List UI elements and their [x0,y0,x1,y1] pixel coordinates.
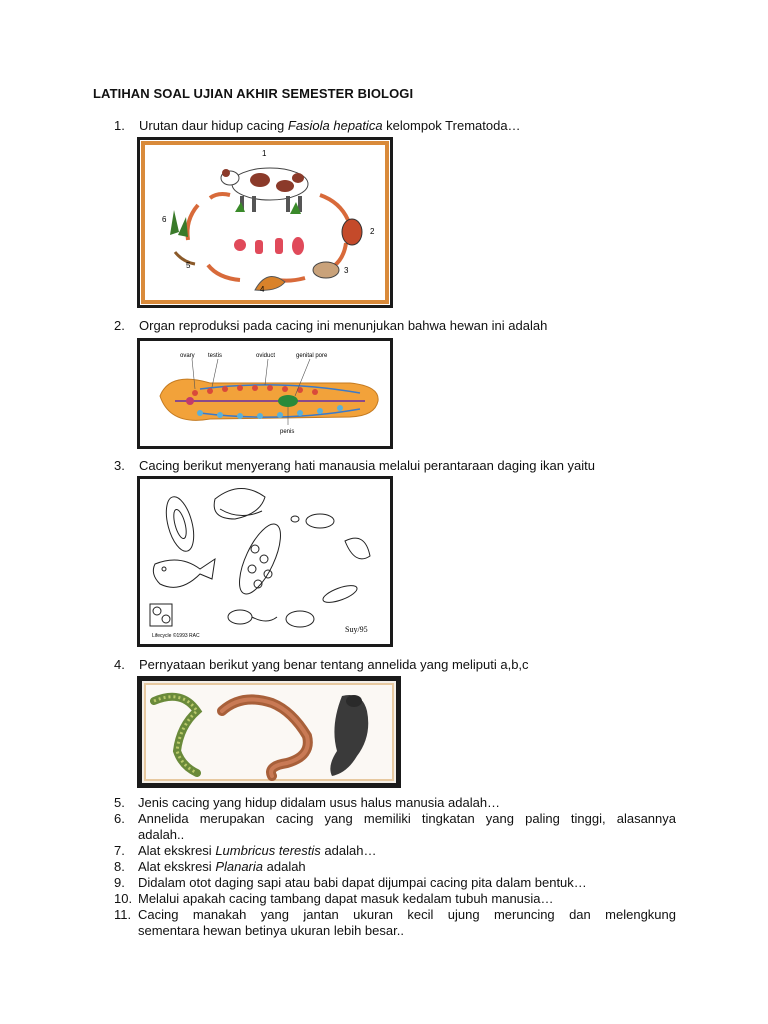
stage-label-2: 2 [370,227,375,236]
stage-label-6: 6 [162,215,167,224]
question-text: Cacing berikut menyerang hati manausia melalui perantaraan daging ikan yaitu [139,458,595,473]
question-text: Organ reproduksi pada cacing ini menunjukan bahwa hewan ini adalah [139,318,548,333]
annelid-worms-illustration [142,681,396,783]
clonorchis-lifecycle-illustration [140,479,390,644]
label-testis: testis [208,353,223,359]
question-text-line2: adalah.. [138,827,185,842]
question-number: 5. [114,795,125,810]
label-genital-pore: genital pore [296,353,328,359]
figure-credit: Lifecycle ©1993 RAC [152,633,200,639]
question-text: Urutan daur hidup cacing [139,118,288,133]
page-title: LATIHAN SOAL UJIAN AKHIR SEMESTER BIOLOGI [93,86,414,101]
question-list [114,795,676,939]
question-number: 7. [114,843,125,858]
list-item [114,907,676,939]
fasciola-lifecycle-illustration [140,140,390,305]
question-text: Didalam otot daging sapi atau babi dapat dijumpai cacing pita dalam bentuk… [138,875,587,890]
list-item [114,795,676,811]
question-text-line2: sementara hewan betinya ukuran lebih besar.. [138,923,404,938]
question-text: Melalui apakah cacing tambang dapat masuk kedalam tubuh manusia… [138,891,554,906]
label-ovary: ovary [180,353,195,359]
question-number: 8. [114,859,125,874]
question-text-end: kelompok Trematoda… [382,118,521,133]
species-name: Lumbricus terestis [215,843,321,858]
label-oviduct: oviduct [256,353,276,359]
question-text: Alat ekskresi [138,843,216,858]
question-text: Jenis cacing yang hidup didalam usus halus manusia adalah… [138,795,501,810]
question-number: 2. [114,318,125,333]
question-number: 3. [114,458,125,473]
stage-label-3: 3 [344,266,349,275]
planaria-anatomy-illustration [140,341,390,446]
list-item [114,859,676,875]
question-number: 4. [114,657,125,672]
species-name: Planaria [215,859,264,874]
list-item [114,843,676,859]
question-text: Pernyataan berikut yang benar tentang annelida yang meliputi a,b,c [139,657,529,672]
list-item [114,875,676,891]
question-text: Alat ekskresi [138,859,216,874]
stage-label-5: 5 [186,261,191,270]
fasciola-lifecycle-figure [137,137,393,308]
artist-signature: Suy/95 [345,625,368,634]
species-name: Fasiola hepatica [287,118,383,133]
question-text-end: adalah [263,859,306,874]
label-penis: penis [280,429,295,435]
question-number: 1. [114,118,125,133]
question-number: 6. [114,811,125,826]
liver-fluke-lifecycle-figure [137,476,393,647]
question-text-line1: Annelida merupakan cacing yang memiliki tingkatan yang paling tinggi, alasannya [138,811,676,826]
stage-label-1: 1 [262,149,267,158]
question-text-line1: Cacing manakah yang jantan ukuran kecil ujung meruncing dan melengkung [138,907,676,922]
planaria-reproductive-figure [137,338,393,449]
list-item [114,811,676,843]
question-number: 9. [114,875,125,890]
question-number: 10. [114,891,133,906]
list-item [114,891,676,907]
question-text-end: adalah… [320,843,377,858]
stage-label-4: 4 [260,285,265,294]
annelida-figure [137,676,401,788]
question-number: 11. [114,907,132,922]
